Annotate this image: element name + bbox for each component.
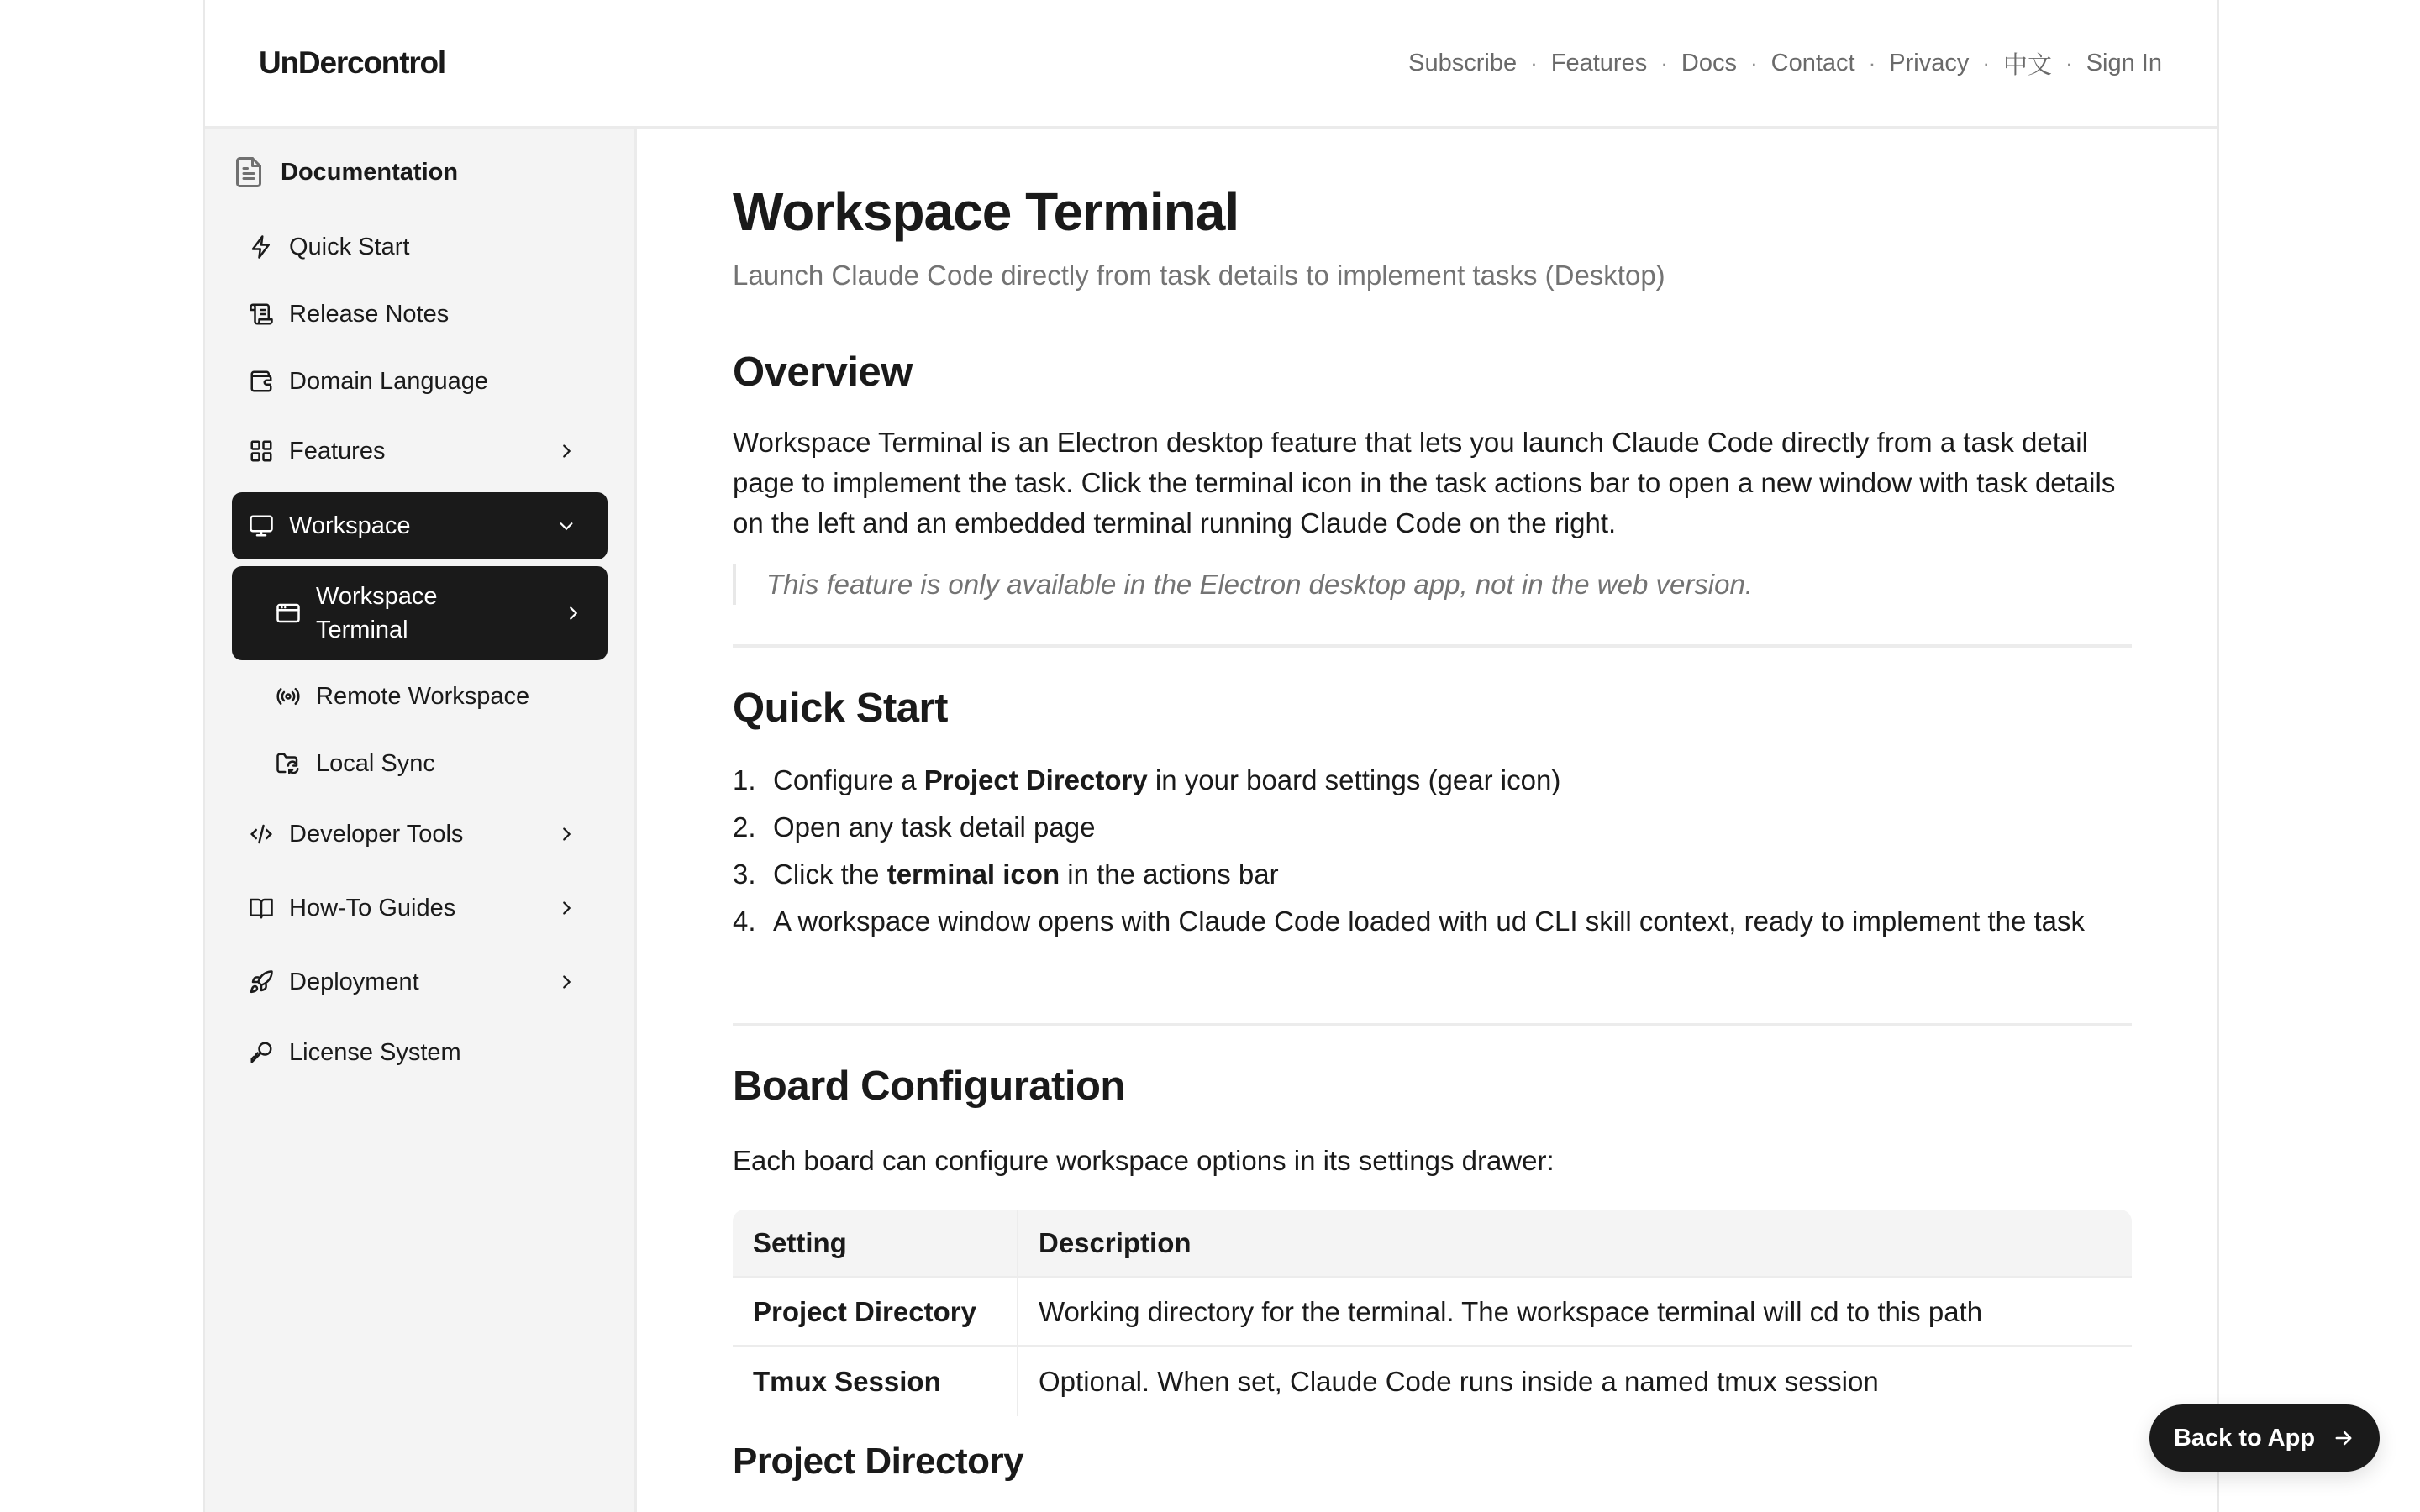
heading-project-directory: Project Directory — [733, 1441, 1024, 1482]
table-row — [733, 1347, 2132, 1416]
file-text-icon — [234, 155, 264, 189]
step-item: 2. Open any task detail page — [733, 811, 1096, 843]
note-blockquote: This feature is only available in the Electron desktop app, not in the web version. — [733, 564, 2132, 605]
heading-overview: Overview — [733, 349, 913, 395]
page-subtitle: Launch Claude Code directly from task details to implement tasks (Desktop) — [733, 260, 1665, 291]
heading-board-configuration: Board Configuration — [733, 1063, 1125, 1109]
settings-table — [733, 1210, 2132, 1416]
setting-description: Working directory for the terminal. The workspace terminal will cd to this path — [1018, 1278, 2132, 1347]
nav-separator: · — [2065, 50, 2073, 76]
step-item: 1. Configure a Project Directory in your board settings (gear icon) — [733, 764, 1561, 795]
nav-contact[interactable]: Contact — [1770, 49, 1855, 76]
page-title: Workspace Terminal — [733, 181, 1239, 242]
table-row — [733, 1278, 2132, 1347]
board-config-intro: Each board can configure workspace options in its settings drawer: — [733, 1145, 1555, 1176]
nav-separator: · — [1868, 50, 1876, 76]
key-icon — [247, 1038, 276, 1067]
chevron-right-icon — [554, 438, 579, 464]
nav-privacy[interactable]: Privacy — [1889, 49, 1970, 76]
sidebar-item-remote-workspace[interactable]: Remote Workspace — [232, 675, 608, 718]
nav-separator: · — [1660, 50, 1668, 76]
zap-icon — [247, 233, 276, 261]
nav-separator: · — [1530, 50, 1538, 76]
sidebar-item-deployment[interactable]: Deployment — [232, 960, 608, 1004]
nav-sign-in[interactable]: Sign In — [2086, 49, 2162, 76]
sidebar-item-local-sync[interactable]: Local Sync — [232, 742, 608, 785]
sidebar-item-release-notes[interactable]: Release Notes — [232, 292, 608, 336]
heading-quick-start: Quick Start — [733, 685, 948, 731]
rocket-icon — [247, 968, 276, 996]
nav-docs[interactable]: Docs — [1681, 49, 1737, 76]
chevron-right-icon — [554, 895, 579, 921]
top-header — [205, 0, 2217, 129]
table-header-row — [733, 1210, 2132, 1278]
nav-features[interactable]: Features — [1550, 49, 1648, 76]
grid-icon — [247, 437, 276, 465]
divider — [733, 1023, 2132, 1026]
chevron-right-icon — [560, 601, 586, 626]
back-to-app-button[interactable]: Back to App — [2149, 1404, 2380, 1472]
app-window-icon — [274, 599, 302, 627]
folder-sync-icon — [274, 749, 302, 778]
step-item: 3. Click the terminal icon in the actions bar — [733, 858, 1279, 890]
chevron-right-icon — [554, 822, 579, 847]
quick-start-steps — [733, 760, 2132, 948]
chevron-down-icon — [554, 513, 579, 538]
setting-description: Optional. When set, Claude Code runs inside a named tmux session — [1039, 1366, 1879, 1397]
sidebar-item-developer-tools[interactable]: Developer Tools — [232, 812, 608, 856]
brand-logo[interactable]: UnDercontrol — [259, 45, 445, 80]
monitor-icon — [247, 512, 276, 540]
divider — [733, 644, 2132, 648]
docs-sidebar — [205, 129, 637, 1512]
chevron-right-icon — [554, 969, 579, 995]
arrow-right-icon — [2332, 1426, 2355, 1450]
top-nav — [1408, 46, 2162, 81]
nav-language-chinese[interactable]: 中文 — [2003, 51, 2053, 79]
sidebar-item-workspace-terminal[interactable]: Workspace Terminal — [232, 566, 608, 660]
nav-subscribe[interactable]: Subscribe — [1408, 49, 1518, 76]
nav-separator: · — [1982, 50, 1991, 76]
page-container — [203, 0, 2219, 1512]
book-open-icon — [247, 894, 276, 922]
sidebar-item-workspace[interactable]: Workspace — [232, 492, 608, 559]
code-icon — [247, 820, 276, 848]
setting-name: Project Directory — [733, 1278, 1018, 1347]
overview-paragraph: Workspace Terminal is an Electron desktop feature that lets you launch Claude Code directly from a task detail page to implement the task. Click the terminal icon in the task actions bar to open a new window with task details on the left and an embedded terminal running Claude Code on the right. — [733, 427, 2116, 538]
sidebar-item-how-to-guides[interactable]: How-To Guides — [232, 886, 608, 930]
sidebar-item-features[interactable]: Features — [232, 429, 608, 473]
column-header-setting: Setting — [733, 1210, 1018, 1278]
scroll-icon — [247, 300, 276, 328]
step-item: 4. A workspace window opens with Claude Code loaded with ud CLI skill context, ready to implement the task — [733, 906, 2085, 937]
sidebar-item-domain-language[interactable]: Domain Language — [232, 360, 608, 403]
column-header-description: Description — [1018, 1210, 2132, 1278]
sidebar-item-quick-start[interactable]: Quick Start — [232, 225, 608, 269]
sidebar-item-license-system[interactable]: License System — [232, 1031, 608, 1074]
nav-separator: · — [1749, 50, 1758, 76]
sidebar-heading[interactable]: Documentation — [234, 155, 458, 189]
wallet-icon — [247, 367, 276, 396]
setting-name: Tmux Session — [733, 1347, 1018, 1416]
radio-icon — [274, 682, 302, 711]
